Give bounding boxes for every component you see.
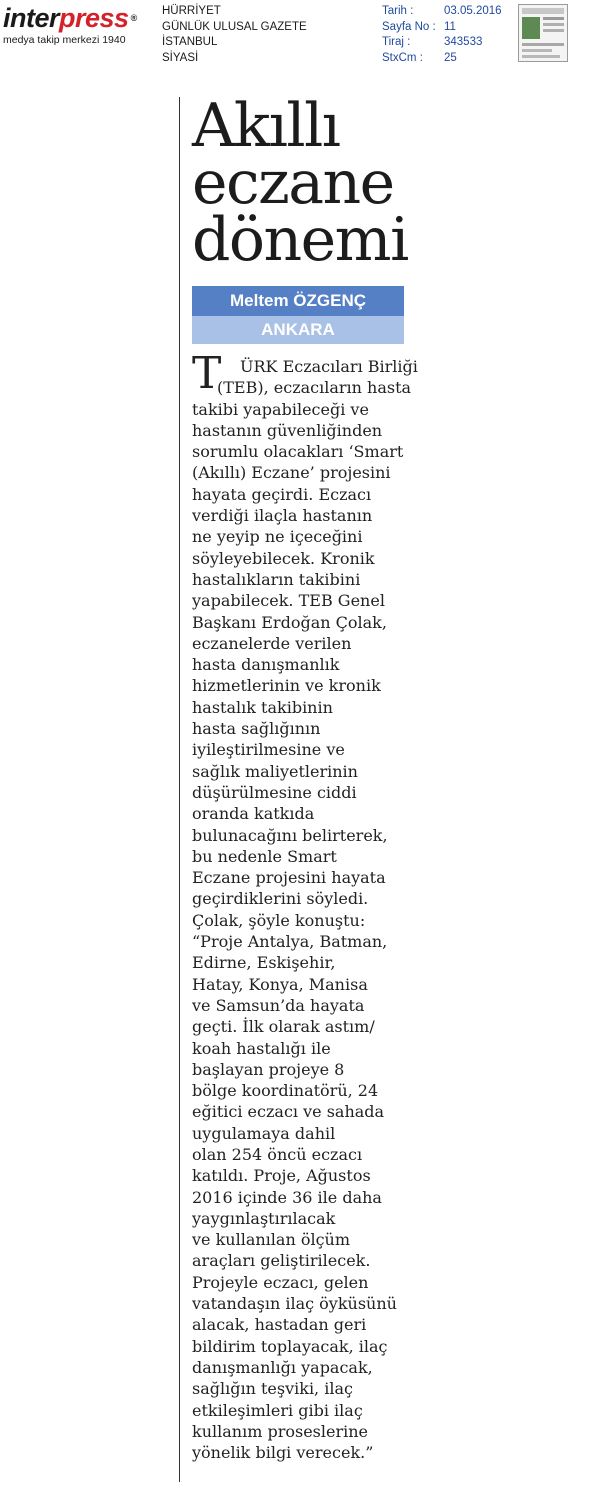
meta-value: 03.05.2016 [444,5,502,17]
publication-city: İSTANBUL [162,36,218,48]
body-line: koah hastalığı ile [192,1038,331,1058]
body-line: ve kullanılan ölçüm [192,1230,351,1250]
drop-cap: T [192,348,222,399]
body-line: geçti. İlk olarak astım/ [192,1017,375,1037]
body-line: takibi yapabileceği ve [192,399,369,419]
body-line: uygulamaya dahil [192,1123,336,1143]
body-line: Edirne, Eskişehir, [192,953,336,973]
dateline-city: ANKARA [192,316,404,344]
body-first-line: ÜRK Eczacıları Birliği [240,357,418,376]
body-line: bildirim toplayacak, ilaç [192,1336,388,1356]
body-line: yaygınlaştırılacak [192,1208,336,1228]
clipping-meta [382,4,502,66]
body-line: Başkanı Erdoğan Çolak, [192,612,387,632]
body-line: etkileşimleri gibi ilaç [192,1400,363,1420]
body-line: bölge koordinatörü, 24 [192,1081,379,1101]
body-line: Projeyle eczacı, gelen [192,1272,369,1292]
publication-info [162,4,307,66]
body-line: danışmanlığı yapacak, [192,1357,373,1377]
meta-value: 11 [444,20,456,33]
body-line: iyileştirilmesine ve [192,740,345,760]
body-line: hayata geçirdi. Eczacı [192,484,372,504]
meta-row-date [382,4,502,20]
logo-word-left: inter [3,3,60,33]
body-line: sorumlu olacakları ‘Smart [192,442,404,462]
body-line: söyleyebilecek. Kronik [192,548,375,568]
meta-value: 343533 [444,36,483,48]
column-rule [179,97,180,1482]
publication-category: SİYASİ [162,51,199,64]
meta-key: Tiraj : [382,36,411,48]
body-line: vatandaşın ilaç öyküsünü [192,1294,397,1314]
headline-line: eczane [192,148,394,218]
meta-row-page [382,20,502,36]
interpress-logo [3,3,151,46]
body-line: bu nedenle Smart [192,846,337,866]
body-line: 2016 içinde 36 ile daha [192,1187,382,1207]
headline-line: dönemi [192,205,408,275]
meta-row-circulation [382,35,502,51]
body-line: eğitici eczacı ve sahada [192,1102,385,1122]
logo-wordmark [3,3,151,33]
author-byline: Meltem ÖZGENÇ [192,286,404,316]
meta-key: StxCm : [382,51,423,64]
body-line: eczanelerde verilen [192,633,352,653]
body-line: Hatay, Konya, Manisa [192,974,368,994]
body-line: başlayan projeye 8 [192,1059,345,1079]
body-line: “Proje Antalya, Batman, [192,932,388,952]
publication-type: GÜNLÜK ULUSAL GAZETE [162,20,307,33]
body-line: sağlık maliyetlerinin [192,761,358,781]
body-line: hizmetlerinin ve kronik [192,676,381,696]
article-body [192,399,412,1464]
publication-name: HÜRRİYET [162,5,221,17]
body-line: ve Samsun’da hayata [192,995,365,1015]
body-line: araçları geliştirilecek. [192,1251,371,1271]
body-line: (Akıllı) Eczane’ projesini [192,463,391,483]
body-line: hastalıkların takibini [192,569,361,589]
body-line: kullanım proseslerine [192,1421,368,1441]
body-line: düşürülmesine ciddi [192,782,357,802]
logo-word-right: press [59,3,129,33]
body-line: Çolak, şöyle konuştu: [192,910,366,930]
registered-mark: ® [130,13,137,23]
body-line: oranda katkıda [192,804,315,824]
meta-value: 25 [444,51,457,64]
body-line: geçirdiklerini söyledi. [192,889,369,909]
page-thumbnail[interactable] [518,4,568,62]
logo-tagline: medya takip merkezi 1940 [3,34,126,46]
body-line: verdiği ilaçla hastanın [192,506,373,526]
body-line: hastanın güvenliğinden [192,420,383,440]
body-line: ne yeyip ne içeceğini [192,527,363,547]
body-line: olan 254 öncü eczacı [192,1144,363,1164]
body-second-line: (TEB), eczacıların hasta [217,378,412,398]
body-line: hasta danışmanlık [192,655,340,675]
body-line: bulunacağını belirterek, [192,825,388,845]
body-line: katıldı. Proje, Ağustos [192,1166,371,1186]
meta-key: Sayfa No : [382,20,436,33]
article-headline [192,91,412,275]
body-line: hasta sağlığının [192,719,321,739]
meta-key: Tarih : [382,5,414,17]
body-line: Eczane projesini hayata [192,868,386,888]
body-line: alacak, hastadan geri [192,1315,367,1335]
body-line: hastalık takibinin [192,697,333,717]
body-line: yapabilecek. TEB Genel [192,591,385,611]
headline-line: Akıllı [192,91,340,161]
body-line: yönelik bilgi verecek.” [192,1443,374,1463]
body-line: sağlığın teşviki, ilaç [192,1379,353,1399]
meta-row-stxcm [382,51,502,67]
